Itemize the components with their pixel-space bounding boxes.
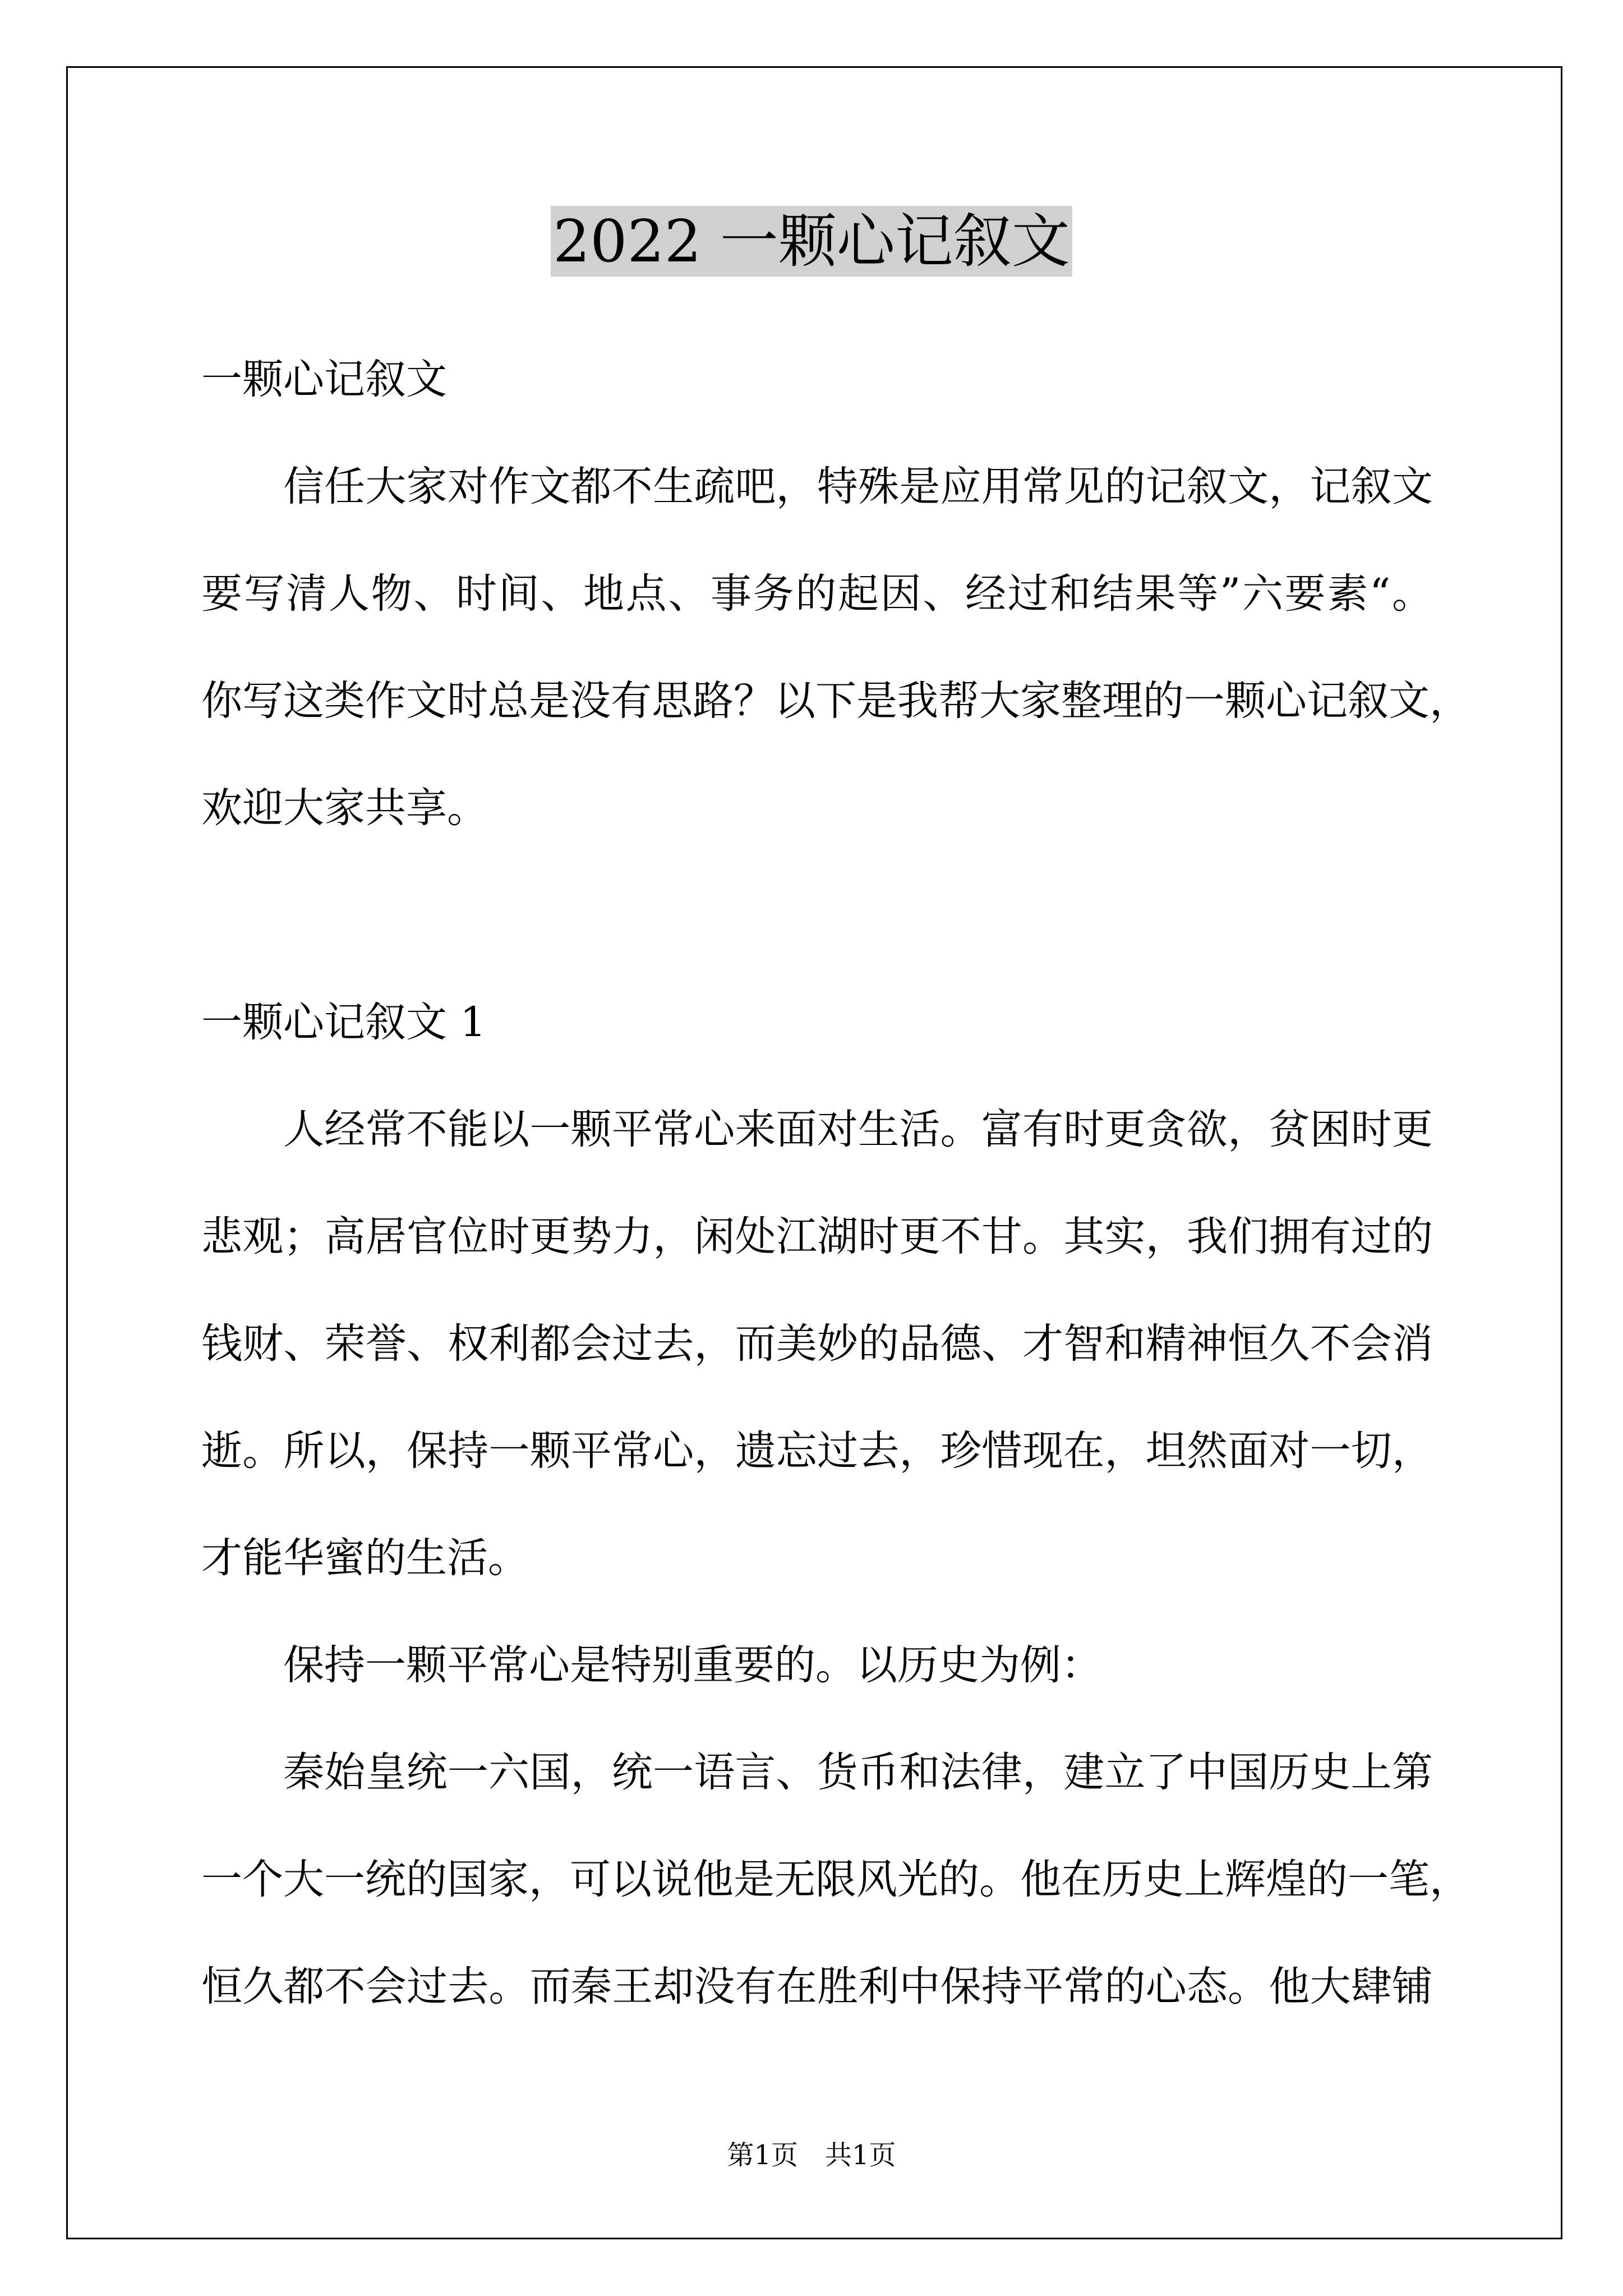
document-body xyxy=(201,326,1514,2040)
paragraph-line: 钱财、荣誉、权利都会过去，而美妙的品德、才智和精神恒久不会消 xyxy=(201,1320,1433,1368)
paragraph-line: 欢迎大家共享。 xyxy=(201,784,488,832)
paragraph-line: 保持一颗平常心是特别重要的。以历史为例： xyxy=(283,1641,1102,1689)
title-container xyxy=(0,206,1623,277)
paragraph-line: 悲观；高居官位时更势力，闲处江湖时更不甘。其实，我们拥有过的 xyxy=(201,1213,1433,1260)
blank-line xyxy=(201,862,1514,969)
paragraph-line: 信任大家对作文都不生疏吧，特殊是应用常见的记叙文，记叙文 xyxy=(283,463,1433,510)
paragraph-line: 秦始皇统一六国，统一语言、货币和法律，建立了中国历史上第 xyxy=(283,1749,1433,1796)
paragraph-line: 逝。所以，保持一颗平常心，遗忘过去，珍惜现在，坦然面对一切， xyxy=(201,1427,1433,1475)
paragraph-line: 你写这类作文时总是没有思路？以下是我帮大家整理的一颗心记叙文， xyxy=(201,677,1470,725)
page-total: 共1页 xyxy=(825,2139,896,2171)
section-heading: 一颗心记叙文 1 xyxy=(201,999,486,1046)
page-number: 第1页 xyxy=(727,2139,798,2171)
page-footer xyxy=(0,2138,1623,2172)
paragraph-line: 才能华蜜的生活。 xyxy=(201,1534,529,1582)
paragraph-line: 一个大一统的国家，可以说他是无限风光的。他在历史上辉煌的一笔， xyxy=(201,1856,1470,1903)
paragraph-line: 恒久都不会过去。而秦王却没有在胜利中保持平常的心态。他大肆铺 xyxy=(201,1963,1433,2010)
paragraph-line: 人经常不能以一颗平常心来面对生活。富有时更贪欲，贫困时更 xyxy=(283,1106,1433,1153)
paragraph-line: 要写清人物、时间、地点、事务的起因、经过和结果等”六要素“。 xyxy=(201,570,1433,618)
document-title: 2022 一颗心记叙文 xyxy=(551,206,1072,277)
intro-heading: 一颗心记叙文 xyxy=(201,356,447,403)
